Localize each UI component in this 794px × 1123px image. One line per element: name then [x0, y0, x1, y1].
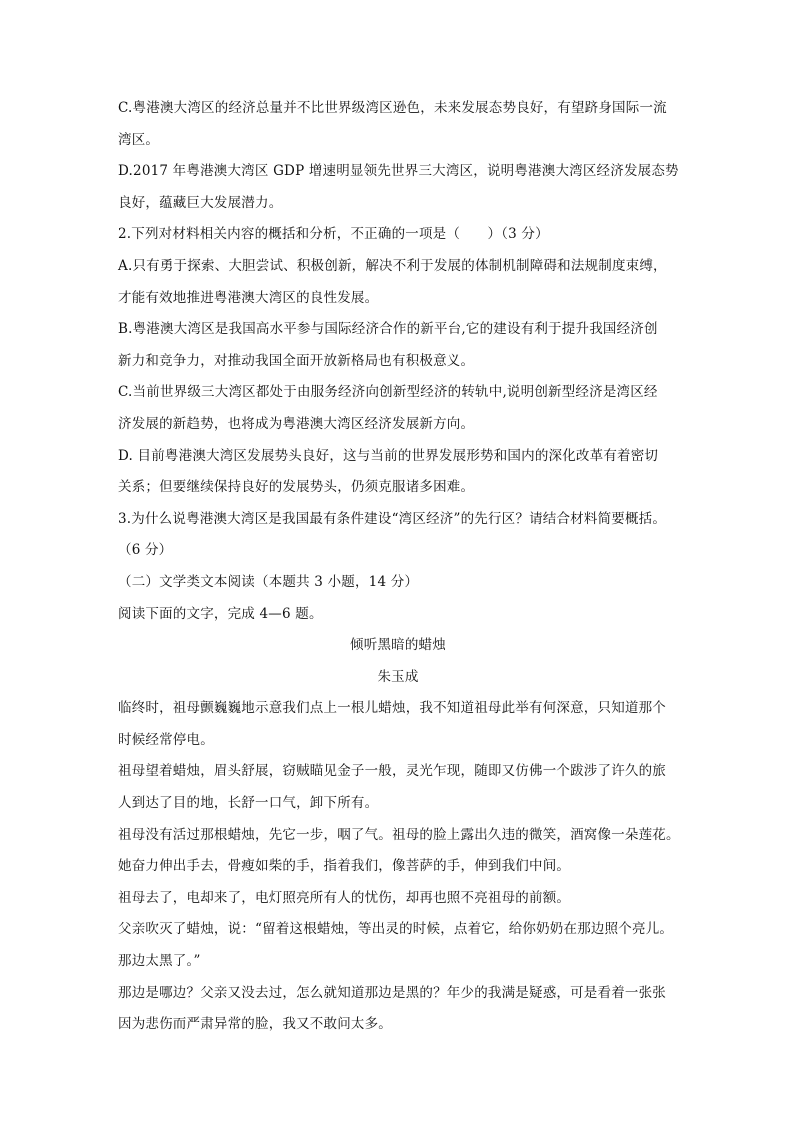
article-title: 倾听黑暗的蜡烛 [350, 637, 446, 654]
paragraph-line: 时候经常停电。 [118, 731, 214, 748]
q2-option-b-line-2: 新力和竞争力，对推动我国全面开放新格局也有积极意义。 [118, 352, 475, 369]
paragraph-line: 临终时，祖母颤巍巍地示意我们点上一根儿蜡烛，我不知道祖母此举有何深意，只知道那个 [118, 700, 666, 717]
document-page [118, 98, 678, 1046]
q2-option-a-line-2: 才能有效地推进粤港澳大湾区的良性发展。 [118, 289, 379, 306]
paragraph-line: 祖母望着蜡烛，眉头舒展，窃贼瞄见金子一般，灵光乍现，随即又仿佛一个跋涉了许久的旅 [118, 763, 666, 780]
paragraph-line: 那边太黑了。” [118, 953, 201, 970]
reading-instruction: 阅读下面的文字，完成 4—6 题。 [118, 605, 323, 622]
option-d-line-1: D.2017 年粤港澳大湾区 GDP 增速明显领先世界三大湾区，说明粤港澳大湾区经济发展态势 [118, 163, 679, 180]
paragraph-line: 那边是哪边？父亲又没去过，怎么就知道那边是黑的？年少的我满是疑惑，可是看着一张张 [118, 984, 666, 1001]
article-author: 朱玉成 [377, 668, 419, 685]
section-heading: （二）文学类文本阅读（本题共 3 小题，14 分） [118, 573, 419, 590]
paragraph-line: 人到达了目的地，长舒一口气，卸下所有。 [118, 795, 379, 812]
question-2-stem: 2.下列对材料相关内容的概括和分析，不正确的一项是（ ）（3 分） [118, 226, 549, 243]
option-c-line-1: C.粤港澳大湾区的经济总量并不比世界级湾区逊色，未来发展态势良好，有望跻身国际一流 [118, 100, 667, 116]
paragraph-line: 祖母没有活过那根蜡烛，先它一步，咽了气。祖母的脸上露出久违的微笑，酒窝像一朵莲花。 [118, 826, 680, 843]
option-c-line-2: 湾区。 [118, 131, 160, 148]
q2-option-b-line-1: B.粤港澳大湾区是我国高水平参与国际经济合作的新平台,它的建设有利于提升我国经济创 [118, 321, 658, 338]
q2-option-d-line-1: D. 目前粤港澳大湾区发展势头良好，这与当前的世界发展形势和国内的深化改革有着密切 [118, 447, 659, 464]
q2-option-c-line-1: C.当前世界级三大湾区都处于由服务经济向创新型经济的转轨中,说明创新型经济是湾区经 [118, 384, 658, 401]
paragraph-line: 父亲吹灭了蜡烛，说：“留着这根蜡烛，等出灵的时候，点着它，给你奶奶在那边照个亮儿。 [118, 921, 674, 938]
q2-option-c-line-2: 济发展的新趋势，也将成为粤港澳大湾区经济发展新方向。 [118, 415, 475, 432]
option-d-line-2: 良好，蕴藏巨大发展潜力。 [118, 194, 283, 211]
question-3-points: （6 分） [118, 542, 173, 559]
q2-option-d-line-2: 关系；但要继续保持良好的发展势头，仍须克服诸多困难。 [118, 479, 475, 496]
paragraph-line: 她奋力伸出手去，骨瘦如柴的手，指着我们，像菩萨的手，伸到我们中间。 [118, 858, 571, 875]
q2-option-a-line-1: A.只有勇于探索、大胆尝试、积极创新，解决不利于发展的体制机制障碍和法规制度束缚， [118, 257, 667, 274]
paragraph-line: 因为悲伤而严肃异常的脸，我又不敢问太多。 [118, 1016, 392, 1033]
paragraph-line: 祖母去了，电却来了，电灯照亮所有人的忧伤，却再也照不亮祖母的前额。 [118, 889, 571, 906]
question-3-stem: 3.为什么说粤港澳大湾区是我国最有条件建设“湾区经济”的先行区？请结合材料简要概括。 [118, 510, 667, 527]
